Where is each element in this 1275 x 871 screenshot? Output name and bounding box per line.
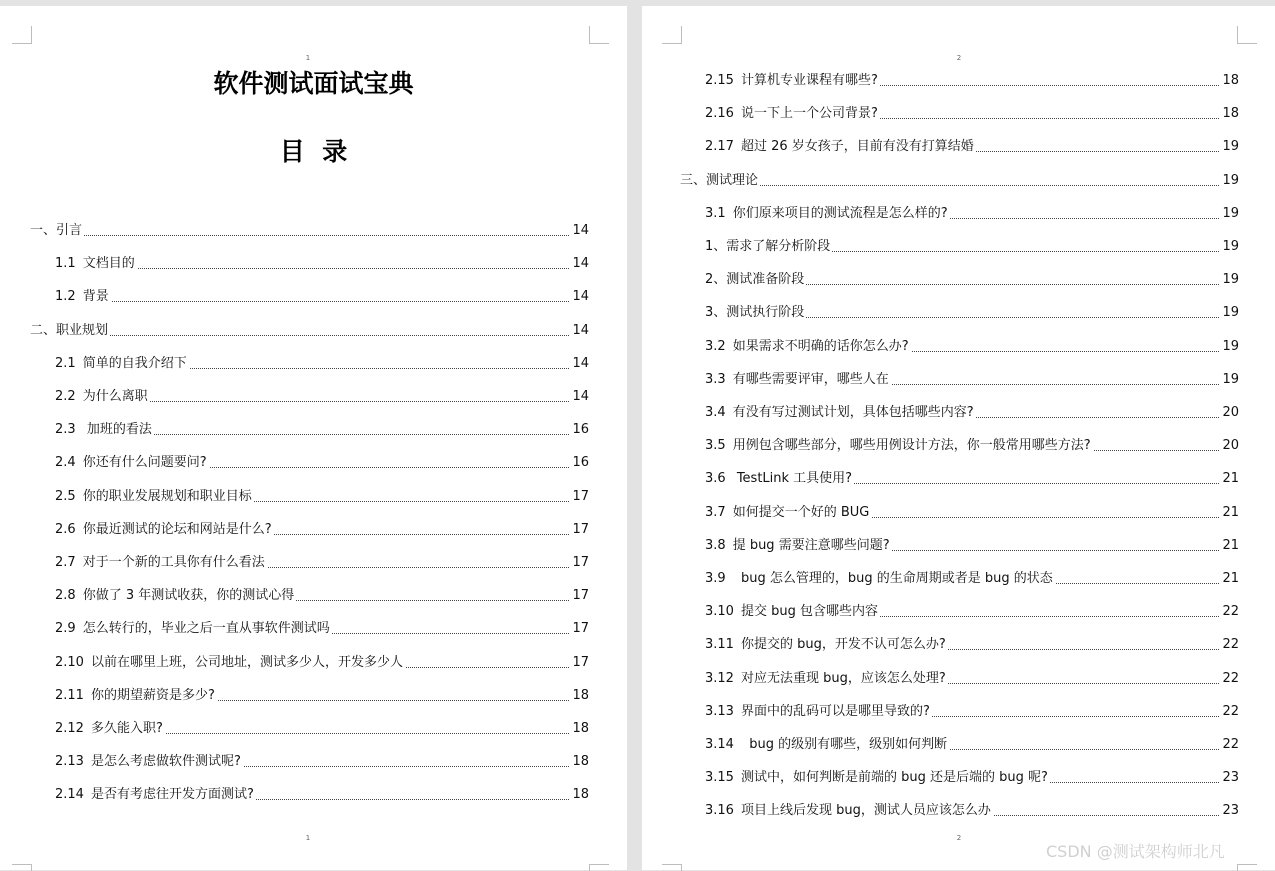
toc-entry-label	[705, 736, 949, 754]
toc-entry-page: 19	[1219, 371, 1239, 389]
toc-entry-page: 19	[1219, 271, 1239, 289]
toc-entry-label	[55, 355, 189, 373]
toc-entry-label	[55, 620, 332, 638]
toc-entry-label	[705, 338, 911, 356]
toc-entry-label	[705, 304, 806, 322]
toc-entry-text: 提 bug 需要注意哪些问题?	[732, 537, 890, 553]
toc-entry-page: 18	[569, 687, 589, 705]
toc-entry-text: 你的期望薪资是多少?	[90, 687, 215, 703]
toc-entry-page: 18	[1219, 105, 1239, 123]
toc-entry-page: 17	[569, 620, 589, 638]
toc-entry[interactable]	[680, 172, 1239, 190]
toc-entry[interactable]	[55, 288, 589, 306]
toc-entry-text: 有没有写过测试计划，具体包括哪些内容?	[732, 405, 974, 420]
toc-entry-number: 2.12	[55, 721, 84, 736]
csdn-watermark: CSDN @测试架构师北凡	[1046, 842, 1225, 861]
toc-entry-page: 19	[1219, 304, 1239, 322]
toc-entry-number: 2.13	[55, 754, 84, 770]
toc-entry-label	[705, 470, 854, 488]
toc-entry-label	[705, 703, 932, 721]
toc-entry-number: 3.6	[705, 471, 726, 487]
toc-entry-label	[55, 720, 165, 738]
toc-dot-leader	[30, 235, 589, 236]
toc-entry[interactable]	[705, 537, 1239, 555]
toc-entry-number: 3.8	[705, 537, 726, 553]
toc-entry-label	[55, 687, 217, 705]
toc-entry-label	[680, 172, 760, 190]
toc-entry-number: 1.2	[55, 289, 76, 305]
toc-entry-text: 是怎么考虑做软件测试呢?	[90, 754, 241, 770]
toc-entry-number: 2.5	[55, 488, 76, 504]
toc-entry-text: 以前在哪里上班，公司地址，测试多少人，开发多少人	[90, 654, 403, 670]
toc-entry-label	[705, 670, 948, 688]
toc-entry-number: 2.16	[705, 106, 734, 122]
toc-entry-number: 三、测试理论	[680, 172, 759, 188]
toc-entry-page: 21	[1219, 470, 1239, 488]
toc-entry-label	[705, 504, 871, 522]
toc-entry-text: 你的职业发展规划和职业目标	[82, 488, 252, 504]
toc-entry-text: 多久能入职?	[90, 721, 163, 736]
toc-entry-text: 对应无法重现 bug，应该怎么处理?	[740, 670, 946, 686]
toc-entry-page: 17	[569, 488, 589, 506]
toc-entry-text: 如果需求不明确的话你怎么办?	[732, 338, 909, 354]
footer-page-number: 1	[305, 834, 311, 842]
toc-entry-number: 2.14	[55, 787, 84, 803]
toc-entry-number: 3.14	[705, 737, 734, 752]
toc-entry-page: 22	[1219, 736, 1239, 754]
toc-entry-page: 22	[1219, 670, 1239, 688]
toc-entry[interactable]	[705, 404, 1239, 422]
toc-entry-page: 17	[569, 654, 589, 672]
toc-entry-number: 3.1	[705, 205, 726, 221]
toc-entry-text: 你还有什么问题要问?	[82, 455, 207, 471]
toc-entry-page: 21	[1219, 537, 1239, 555]
toc-entry-text: 项目上线后发现 bug，测试人员应该怎么办	[740, 803, 991, 819]
toc-entry-label	[55, 488, 254, 506]
toc-entry-page: 21	[1219, 570, 1239, 588]
toc-entry-number: 2.3	[55, 422, 76, 438]
toc-entry-text: TestLink 工具使用?	[732, 471, 853, 487]
header-page-number: 1	[305, 54, 311, 62]
toc-entry-page: 14	[569, 355, 589, 373]
toc-entry-text: 是否有考虑往开发方面测试?	[90, 787, 254, 803]
toc-entry-number: 2.17	[705, 139, 734, 155]
toc-entry[interactable]	[55, 554, 589, 572]
toc-entry[interactable]	[55, 488, 589, 506]
toc-entry-number: 2.2	[55, 389, 76, 404]
toc-entry-label	[705, 404, 976, 422]
toc-entry-text: 超过 26 岁女孩子，目前有没有打算结婚	[740, 139, 974, 155]
toc-entry-number: 一、引言	[30, 223, 83, 238]
toc-entry-text: 有哪些需要评审，哪些人在	[732, 371, 889, 387]
toc-entry-number: 3.3	[705, 371, 726, 387]
toc-entry-page: 22	[1219, 703, 1239, 721]
toc-entry-page: 19	[1219, 172, 1239, 190]
toc-entry[interactable]	[705, 670, 1239, 688]
toc-entry-text: 加班的看法	[82, 422, 152, 438]
toc-entry[interactable]	[55, 421, 589, 439]
toc-entry-text: 计算机专业课程有哪些?	[740, 73, 878, 88]
toc-entry[interactable]	[55, 620, 589, 638]
toc-entry-number: 2.6	[55, 521, 76, 537]
toc-entry-page: 19	[1219, 205, 1239, 223]
toc-entry-number: 3.16	[705, 803, 734, 819]
toc-entry-number: 2.4	[55, 455, 76, 471]
toc-entry-text: 用例包含哪些部分，哪些用例设计方法，你一般常用哪些方法?	[732, 438, 1091, 454]
toc-entry-label	[705, 537, 892, 555]
toc-entry-text: 你提交的 bug，开发不认可怎么办?	[740, 637, 946, 653]
toc-entry-text: 你最近测试的论坛和网站是什么?	[82, 521, 272, 537]
toc-entry-label	[55, 288, 111, 306]
toc-entry[interactable]	[705, 636, 1239, 654]
toc-entry-text: 界面中的乱码可以是哪里导致的?	[740, 703, 930, 719]
toc-entry-text: 测试中，如何判断是前端的 bug 还是后端的 bug 呢?	[740, 770, 1048, 786]
toc-entry-text: 为什么离职	[82, 389, 148, 404]
toc-entry[interactable]	[705, 271, 1239, 289]
toc-entry-number: 3.12	[705, 670, 734, 686]
toc-entry-page: 14	[569, 388, 589, 406]
toc-entry-number: 2.9	[55, 621, 76, 637]
toc-entry-number: 2.8	[55, 588, 76, 604]
crop-mark-top-right	[1237, 26, 1257, 44]
toc-entry-page: 14	[569, 255, 589, 273]
toc-entry-number: 3、测试执行阶段	[705, 305, 805, 321]
toc-entry-page: 22	[1219, 636, 1239, 654]
toc-entry-number: 2.10	[55, 654, 84, 670]
toc-entry-text: 如何提交一个好的 BUG	[732, 504, 870, 520]
toc-entry[interactable]	[705, 205, 1239, 223]
toc-entry-label	[55, 654, 405, 672]
crop-mark-top-right	[589, 26, 609, 44]
toc-entry-page: 19	[1219, 138, 1239, 156]
toc-entry-page: 18	[569, 786, 589, 804]
toc-entry[interactable]	[55, 786, 589, 804]
document-title: 软件测试面试宝典	[213, 69, 414, 98]
toc-entry-number: 3.15	[705, 770, 734, 786]
toc-entry[interactable]	[705, 72, 1239, 90]
toc-entry-page: 18	[1219, 72, 1239, 90]
toc-entry[interactable]	[55, 388, 589, 406]
toc-entry[interactable]	[705, 504, 1239, 522]
toc-entry-label	[705, 802, 993, 820]
crop-mark-top-left	[12, 26, 32, 44]
toc-entry[interactable]	[705, 105, 1239, 123]
toc-entry-page: 19	[1219, 338, 1239, 356]
toc-entry-label	[705, 769, 1050, 787]
toc-entry-label	[705, 636, 948, 654]
toc-entry-text: 你做了 3 年测试收获，你的测试心得	[82, 588, 295, 604]
toc-entry-text: 怎么转行的，毕业之后一直从事软件测试吗	[82, 621, 330, 637]
toc-entry[interactable]	[705, 138, 1239, 156]
toc-entry-label	[705, 238, 832, 256]
toc-entry-label	[705, 105, 880, 123]
toc-entry-number: 3.5	[705, 438, 726, 454]
toc-entry-page: 16	[569, 454, 589, 472]
toc-entry[interactable]	[705, 437, 1239, 455]
toc-entry[interactable]	[55, 454, 589, 472]
crop-mark-top-left	[662, 26, 682, 44]
toc-entry-page: 23	[1219, 769, 1239, 787]
toc-entry-label	[705, 205, 950, 223]
toc-entry-label	[55, 587, 296, 605]
toc-entry-page: 19	[1219, 238, 1239, 256]
toc-entry-label	[705, 570, 1055, 588]
toc-entry-label	[705, 271, 806, 289]
toc-entry-page: 21	[1219, 504, 1239, 522]
toc-entry[interactable]	[705, 703, 1239, 721]
toc-entry-page: 14	[569, 288, 589, 306]
toc-entry-number: 3.7	[705, 504, 726, 520]
toc-entry-label	[55, 753, 243, 771]
toc-entry-label	[30, 222, 84, 240]
toc-entry-number: 3.4	[705, 405, 726, 420]
toc-entry[interactable]	[55, 587, 589, 605]
toc-entry-number: 3.11	[705, 637, 734, 653]
toc-entry-page: 14	[569, 222, 589, 240]
toc-entry[interactable]	[705, 736, 1239, 754]
toc-entry[interactable]	[55, 521, 589, 539]
header-page-number: 2	[956, 54, 962, 62]
toc-entry-label	[55, 786, 256, 804]
toc-entry-text: 你们原来项目的测试流程是怎么样的?	[732, 205, 948, 221]
toc-entry-label	[55, 454, 209, 472]
toc-entry[interactable]	[705, 338, 1239, 356]
toc-entry-text: 说一下上一个公司背景?	[740, 106, 878, 122]
toc-entry-page: 14	[569, 322, 589, 340]
toc-entry-number: 2.11	[55, 687, 84, 703]
toc-entry-page: 16	[569, 421, 589, 439]
document-page-1	[0, 6, 627, 870]
toc-entry-label	[705, 437, 1093, 455]
toc-entry-label	[55, 255, 137, 273]
toc-entry-text: 提交 bug 包含哪些内容	[740, 604, 878, 620]
toc-entry-number: 2.15	[705, 73, 734, 88]
toc-entry-number: 3.2	[705, 338, 726, 354]
toc-entry-number: 二、职业规划	[30, 322, 109, 338]
toc-entry[interactable]	[30, 222, 589, 240]
document-page-2	[642, 6, 1275, 870]
toc-dot-leader	[30, 335, 589, 336]
toc-entry[interactable]	[705, 802, 1239, 820]
toc-entry[interactable]	[55, 720, 589, 738]
toc-dot-leader	[680, 185, 1239, 186]
toc-entry[interactable]	[55, 355, 589, 373]
toc-entry-label	[705, 371, 891, 389]
toc-entry[interactable]	[30, 322, 589, 340]
toc-entry-label	[55, 388, 150, 406]
toc-entry-page: 20	[1219, 404, 1239, 422]
toc-entry[interactable]	[705, 603, 1239, 621]
toc-entry-page: 18	[569, 753, 589, 771]
toc-dot-leader	[55, 301, 589, 302]
toc-entry-text: 对于一个新的工具你有什么看法	[82, 555, 265, 570]
toc-entry-page: 20	[1219, 437, 1239, 455]
toc-entry-text: 文档目的	[82, 256, 135, 272]
toc-entry[interactable]	[55, 654, 589, 672]
toc-entry-label	[30, 322, 110, 340]
toc-entry[interactable]	[55, 753, 589, 771]
toc-entry[interactable]	[55, 687, 589, 705]
toc-heading: 目 录	[279, 137, 348, 166]
toc-entry-number: 3.9	[705, 571, 726, 586]
toc-entry-page: 23	[1219, 802, 1239, 820]
toc-entry[interactable]	[705, 570, 1239, 588]
toc-entry-number: 3.13	[705, 703, 734, 719]
toc-entry-label	[55, 421, 154, 439]
toc-entry-number: 2.7	[55, 555, 76, 570]
toc-entry[interactable]	[55, 255, 589, 273]
toc-entry-page: 17	[569, 587, 589, 605]
toc-entry-label	[705, 138, 976, 156]
toc-entry-label	[55, 521, 274, 539]
toc-entry-text: 背景	[82, 289, 109, 305]
toc-entry[interactable]	[705, 304, 1239, 322]
toc-entry-page: 18	[569, 720, 589, 738]
toc-entry-number: 3.10	[705, 604, 734, 620]
toc-entry[interactable]	[705, 371, 1239, 389]
toc-entry-number: 2.1	[55, 355, 76, 371]
toc-entry[interactable]	[705, 238, 1239, 256]
footer-page-number: 2	[956, 834, 962, 842]
toc-entry-number: 2、测试准备阶段	[705, 272, 805, 288]
toc-entry-number: 1.1	[55, 256, 76, 272]
toc-entry-label	[705, 72, 880, 90]
toc-entry-text: 简单的自我介绍下	[82, 355, 187, 371]
toc-entry[interactable]	[705, 470, 1239, 488]
toc-entry-text: bug 的级别有哪些，级别如何判断	[740, 737, 948, 752]
toc-entry-text: bug 怎么管理的，bug 的生命周期或者是 bug 的状态	[732, 571, 1053, 586]
toc-entry-label	[55, 554, 267, 572]
toc-entry-label	[705, 603, 880, 621]
toc-entry-number: 1、需求了解分析阶段	[705, 239, 831, 254]
toc-entry-page: 22	[1219, 603, 1239, 621]
toc-entry-page: 17	[569, 521, 589, 539]
toc-entry[interactable]	[705, 769, 1239, 787]
toc-entry-page: 17	[569, 554, 589, 572]
